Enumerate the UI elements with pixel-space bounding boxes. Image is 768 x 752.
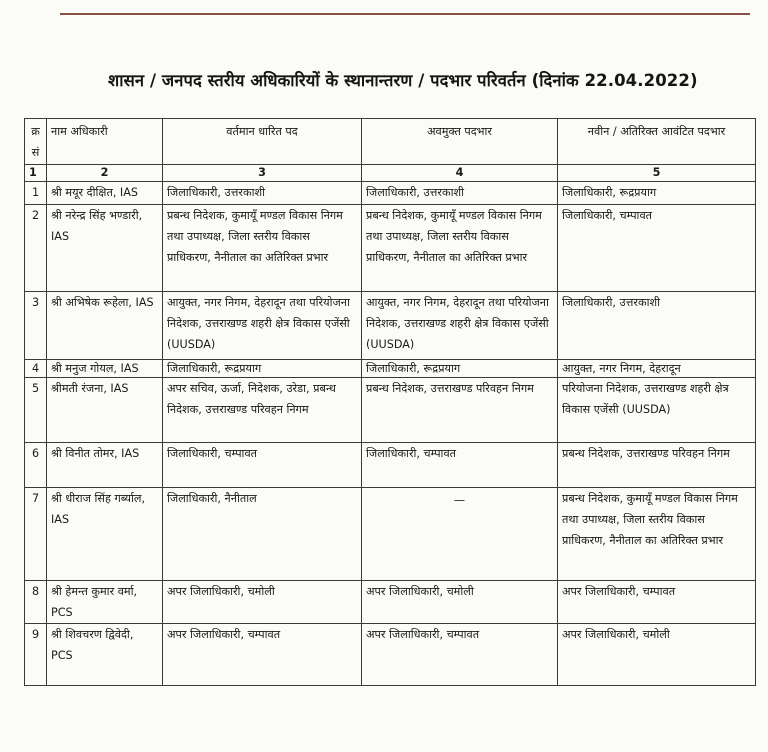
column-number: 2 — [47, 165, 163, 182]
relieved-post: प्रबन्ध निदेशक, उत्तराखण्ड परिवहन निगम — [362, 378, 558, 443]
table-row — [25, 443, 756, 488]
officer-name: श्रीमती रंजना, IAS — [47, 378, 163, 443]
officer-name: श्री विनीत तोमर, IAS — [47, 443, 163, 488]
table-row — [25, 378, 756, 443]
serial-number: 9 — [25, 624, 47, 686]
serial-number: 1 — [25, 182, 47, 205]
current-post: जिलाधिकारी, रूद्रप्रयाग — [163, 360, 362, 378]
relieved-post: आयुक्त, नगर निगम, देहरादून तथा परियोजना निदेशक, उत्तराखण्ड शहरी क्षेत्र विकास एजेंसी (UUSDA) — [362, 292, 558, 360]
new-post: जिलाधिकारी, चम्पावत — [558, 205, 756, 292]
current-post: अपर जिलाधिकारी, चमोली — [163, 581, 362, 624]
current-post: जिलाधिकारी, चम्पावत — [163, 443, 362, 488]
column-number: 4 — [362, 165, 558, 182]
header-row — [25, 119, 756, 165]
table-row — [25, 205, 756, 292]
relieved-post: अपर जिलाधिकारी, चम्पावत — [362, 624, 558, 686]
top-rule — [60, 13, 750, 15]
officer-name: श्री धीराज सिंह गर्ब्याल, IAS — [47, 488, 163, 581]
new-post: अपर जिलाधिकारी, चम्पावत — [558, 581, 756, 624]
serial-number: 2 — [25, 205, 47, 292]
empty-dash: — — [453, 494, 466, 507]
new-post: प्रबन्ध निदेशक, उत्तराखण्ड परिवहन निगम — [558, 443, 756, 488]
new-post: आयुक्त, नगर निगम, देहरादून — [558, 360, 756, 378]
column-number-row — [25, 165, 756, 182]
officer-name: श्री मयूर दीक्षित, IAS — [47, 182, 163, 205]
serial-number: 6 — [25, 443, 47, 488]
serial-number: 8 — [25, 581, 47, 624]
header-officer-name: नाम अधिकारी — [47, 119, 163, 165]
table-row — [25, 292, 756, 360]
current-post: अपर सचिव, ऊर्जा, निदेशक, उरेडा, प्रबन्ध निदेशक, उत्तराखण्ड परिवहन निगम — [163, 378, 362, 443]
column-number: 1 — [25, 165, 47, 182]
relieved-post: जिलाधिकारी, चम्पावत — [362, 443, 558, 488]
new-post: जिलाधिकारी, उत्तरकाशी — [558, 292, 756, 360]
table-row — [25, 581, 756, 624]
new-post: प्रबन्ध निदेशक, कुमायूँ मण्डल विकास निगम तथा उपाध्यक्ष, जिला स्तरीय विकास प्राधिकरण, नैनीताल का अतिरिक्त प्रभार — [558, 488, 756, 581]
table-row — [25, 624, 756, 686]
header-serial: क्र सं — [25, 119, 47, 165]
relieved-post: अपर जिलाधिकारी, चमोली — [362, 581, 558, 624]
officer-name: श्री हेमन्त कुमार वर्मा, PCS — [47, 581, 163, 624]
document-title: शासन / जनपद स्तरीय अधिकारियों के स्थानान्तरण / पदभार परिवर्तन (दिनांक 22.04.2022) — [108, 71, 698, 90]
serial-number: 3 — [25, 292, 47, 360]
current-post: आयुक्त, नगर निगम, देहरादून तथा परियोजना निदेशक, उत्तराखण्ड शहरी क्षेत्र विकास एजेंसी (UUSDA) — [163, 292, 362, 360]
serial-number: 4 — [25, 360, 47, 378]
current-post: जिलाधिकारी, नैनीताल — [163, 488, 362, 581]
column-number: 3 — [163, 165, 362, 182]
current-post: प्रबन्ध निदेशक, कुमायूँ मण्डल विकास निगम तथा उपाध्यक्ष, जिला स्तरीय विकास प्राधिकरण, नैनीताल का अतिरिक्त प्रभार — [163, 205, 362, 292]
column-number: 5 — [558, 165, 756, 182]
table-row — [25, 488, 756, 581]
transfer-table — [24, 118, 756, 686]
relieved-post: जिलाधिकारी, रूद्रप्रयाग — [362, 360, 558, 378]
officer-name: श्री अभिषेक रूहेला, IAS — [47, 292, 163, 360]
serial-number: 5 — [25, 378, 47, 443]
relieved-post — [362, 488, 558, 581]
serial-number: 7 — [25, 488, 47, 581]
header-new-post: नवीन / अतिरिक्त आवंटित पदभार — [558, 119, 756, 165]
officer-name: श्री नरेन्द्र सिंह भण्डारी, IAS — [47, 205, 163, 292]
officer-name: श्री मनुज गोयल, IAS — [47, 360, 163, 378]
relieved-post: जिलाधिकारी, उत्तरकाशी — [362, 182, 558, 205]
new-post: अपर जिलाधिकारी, चमोली — [558, 624, 756, 686]
current-post: जिलाधिकारी, उत्तरकाशी — [163, 182, 362, 205]
table-row — [25, 360, 756, 378]
current-post: अपर जिलाधिकारी, चम्पावत — [163, 624, 362, 686]
officer-name: श्री शिवचरण द्विवेदी, PCS — [47, 624, 163, 686]
new-post: जिलाधिकारी, रूद्रप्रयाग — [558, 182, 756, 205]
table-row — [25, 182, 756, 205]
relieved-post: प्रबन्ध निदेशक, कुमायूँ मण्डल विकास निगम तथा उपाध्यक्ष, जिला स्तरीय विकास प्राधिकरण, नैनीताल का अतिरिक्त प्रभार — [362, 205, 558, 292]
new-post: परियोजना निदेशक, उत्तराखण्ड शहरी क्षेत्र विकास एजेंसी (UUSDA) — [558, 378, 756, 443]
header-current-post: वर्तमान धारित पद — [163, 119, 362, 165]
header-relieved-post: अवमुक्त पदभार — [362, 119, 558, 165]
